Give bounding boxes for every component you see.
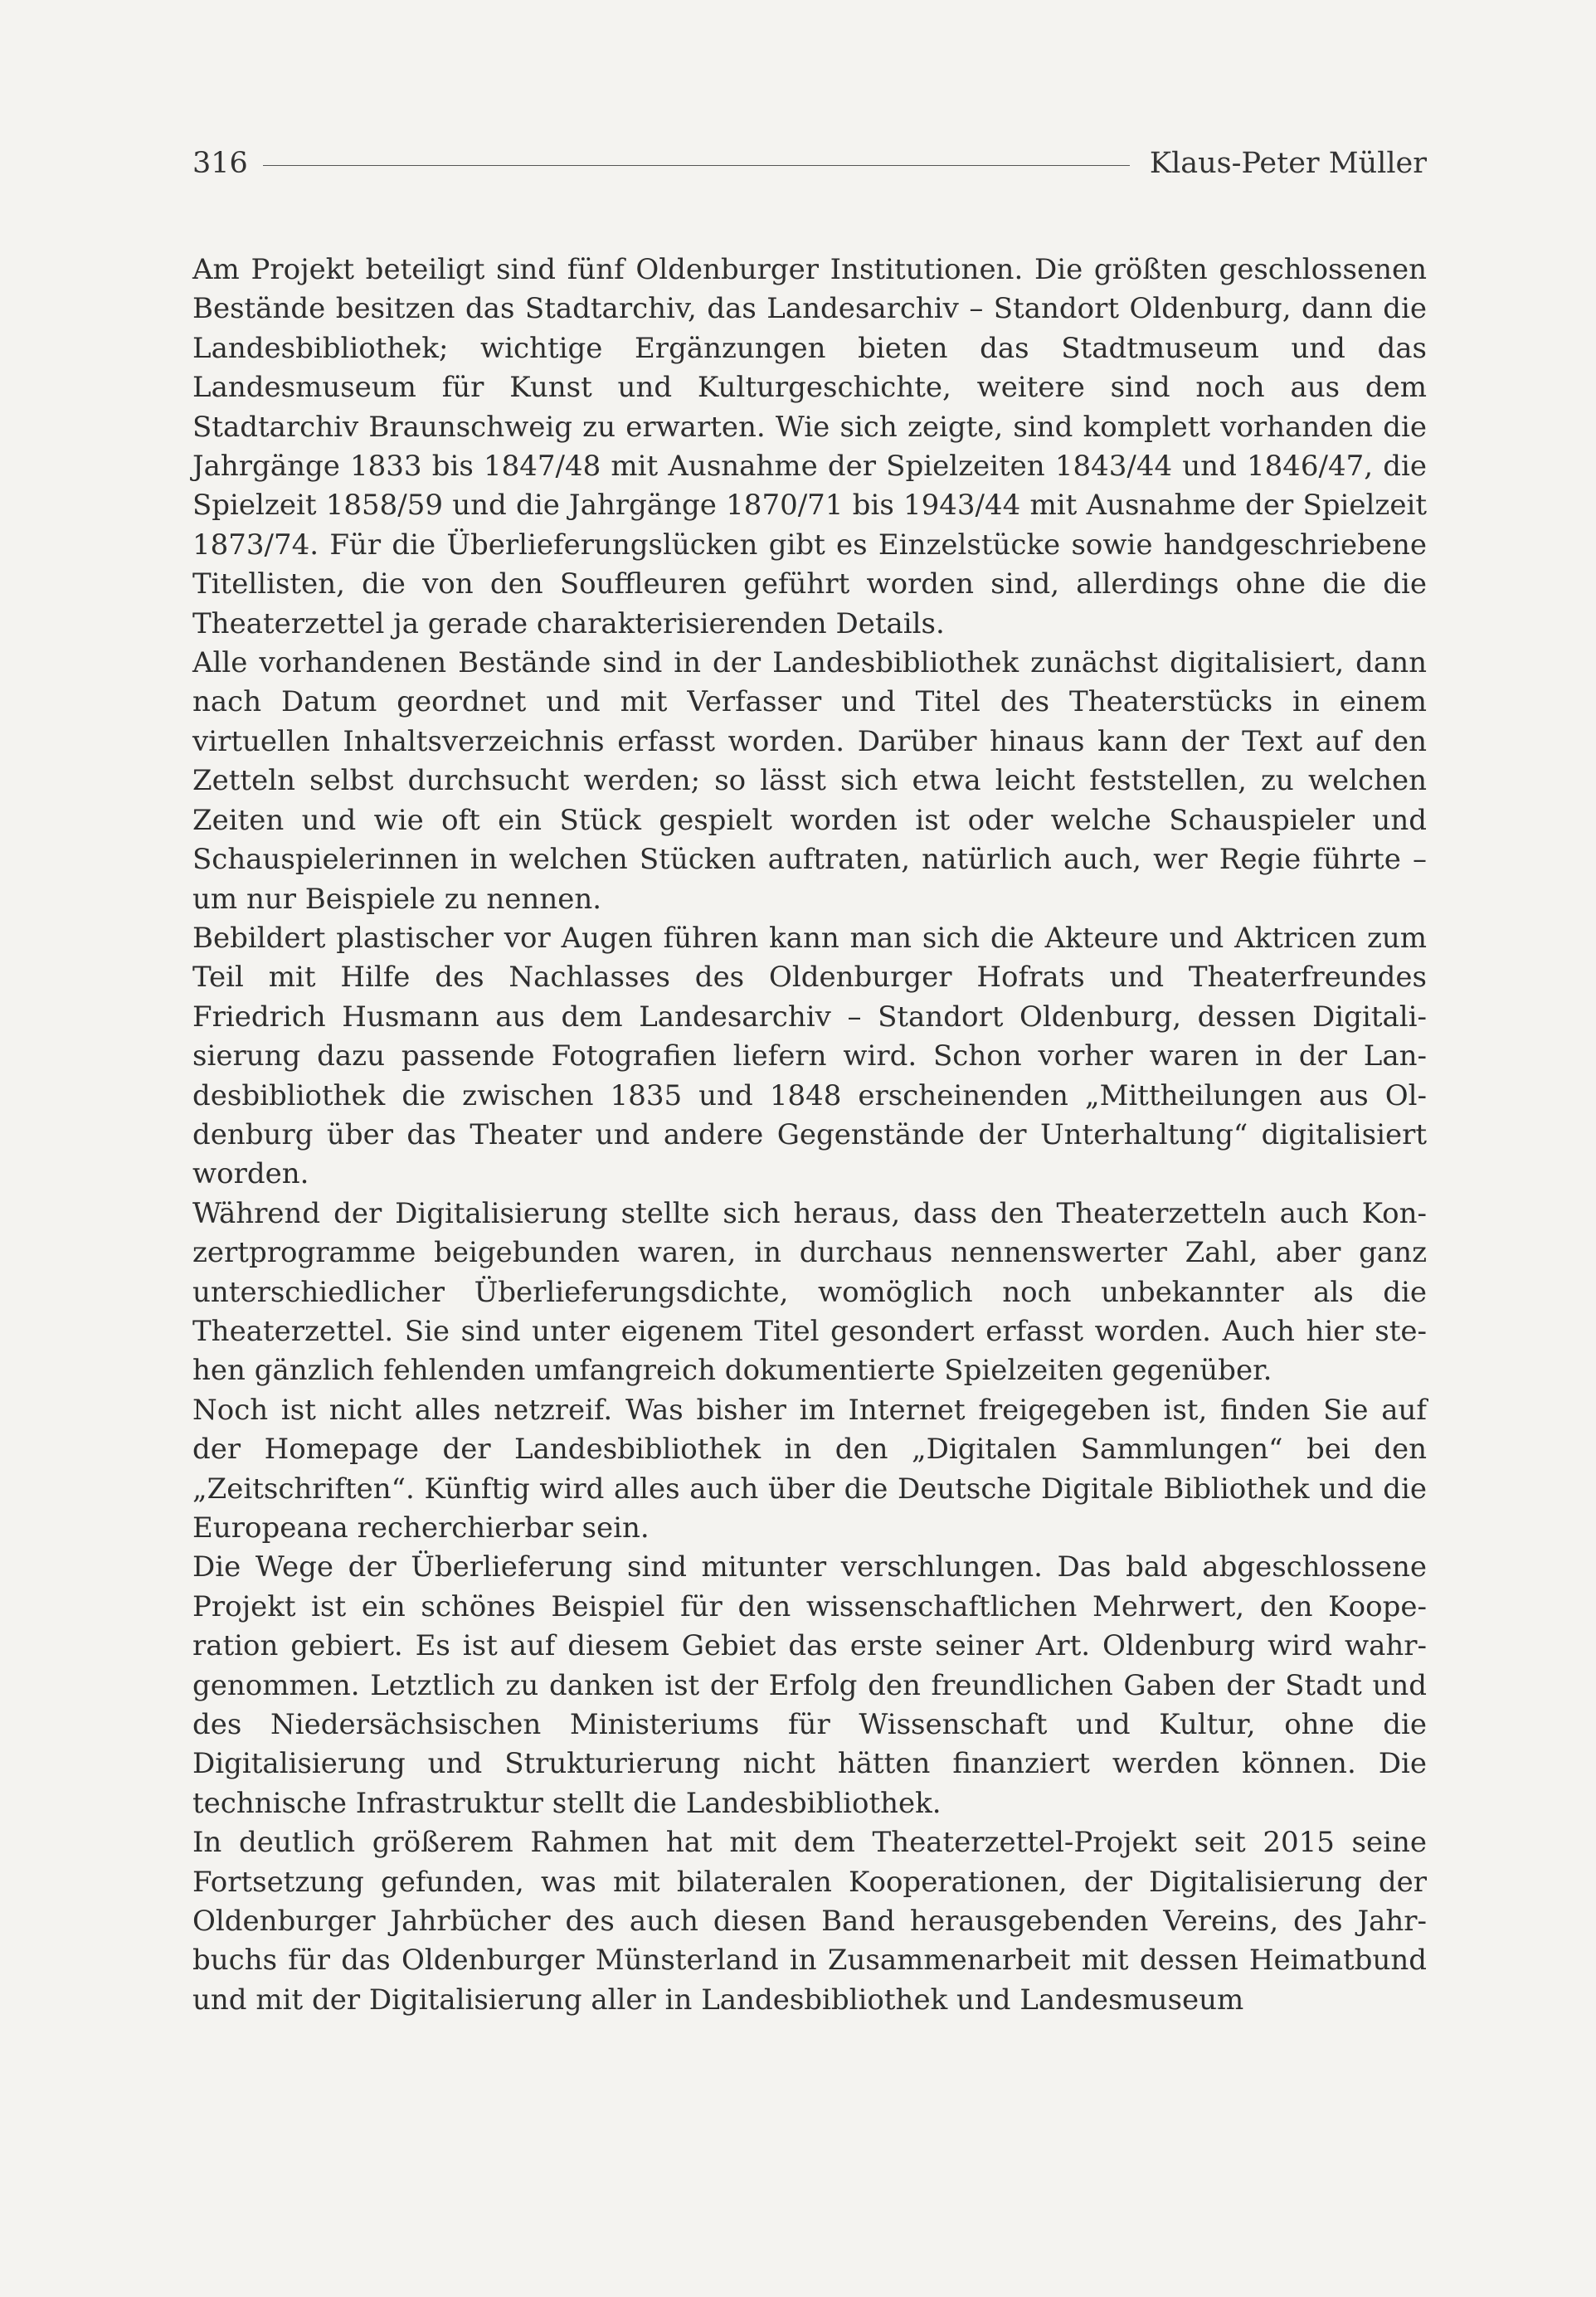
page-number: 316 bbox=[192, 147, 248, 180]
paragraph: Noch ist nicht alles netzreif. Was bisher im Internet freigegeben ist, finden Sie auf der Homepage der Landesbibliothek in den „Digitalen Sammlungen“ bei den „Zeitschriften“. Künftig wird alles auch über die Deutsche Digitale Bibliothek und die Europeana recherchierbar sein. bbox=[192, 1393, 1427, 1545]
paragraph: Während der Digitalisierung stellte sich heraus, dass den Theaterzetteln auch Konzertprogramme beigebunden waren, in durchaus nennenswerter Zahl, aber ganz unterschiedlicher Überlieferungsdichte, womöglich noch unbekannter als die Theaterzettel. Sie sind unter eigenem Titel gesondert erfasst worden. Auch hier stehen gänzlich fehlenden umfangreich dokumentierte Spielzeiten gegenüber. bbox=[192, 1196, 1427, 1388]
paragraph: Am Projekt beteiligt sind fünf Oldenburger Institutionen. Die größten geschlossenen Bestände besitzen das Stadtarchiv, das Landesarchiv – Standort Oldenburg, dann die Landesbibliothek; wichtige Ergänzungen bieten das Stadtmuseum und das Landesmuseum für Kunst und Kulturgeschichte, weitere sind noch aus dem Stadtarchiv Braunschweig zu erwarten. Wie sich zeigte, sind komplett vorhanden die Jahrgänge 1833 bis 1847/48 mit Ausnahme der Spielzeiten 1843/44 und 1846/47, die Spielzeit 1858/59 und die Jahrgänge 1870/71 bis 1943/44 mit Ausnahme der Spielzeit 1873/74. Für die Überlieferungslücken gibt es Einzelstücke sowie handgeschriebene Titellisten, die von den Souffleuren geführt worden sind, allerdings ohne die die Theaterzettel ja gerade charakterisierenden Details. bbox=[192, 253, 1427, 640]
paragraph: In deutlich größerem Rahmen hat mit dem Theaterzettel-Projekt seit 2015 seine Fortsetzung gefunden, was mit bilateralen Kooperationen, der Digitalisierung der Oldenburger Jahrbücher des auch diesen Band herausgebenden Vereins, des Jahrbuchs für das Oldenburger Münsterland in Zusammenarbeit mit dessen Heimatbund und mit der Digitalisierung aller in Landesbibliothek und Landesmuseum bbox=[192, 1826, 1427, 2017]
header-rule bbox=[263, 165, 1130, 166]
paragraph: Die Wege der Überlieferung sind mitunter verschlungen. Das bald abgeschlossene Projekt ist ein schönes Beispiel für den wissenschaftlichen Mehrwert, den Kooperation gebiert. Es ist auf diesem Gebiet das erste seiner Art. Oldenburg wird wahrgenommen. Letztlich zu danken ist der Erfolg den freundlichen Gaben der Stadt und des Niedersächsischen Ministeriums für Wissenschaft und Kultur, ohne die Digitalisierung und Strukturierung nicht hätten finanziert werden können. Die technische Infrastruktur stellt die Landesbibliothek. bbox=[192, 1550, 1427, 1820]
paragraph: Alle vorhandenen Bestände sind in der Landesbibliothek zunächst digitalisiert, dann nach Datum geordnet und mit Verfasser und Titel des Theaterstücks in einem virtuellen Inhaltsverzeichnis erfasst worden. Darüber hinaus kann der Text auf den Zetteln selbst durchsucht werden; so lässt sich etwa leicht feststellen, zu welchen Zeiten und wie oft ein Stück gespielt worden ist oder welche Schauspieler und Schauspielerinnen in welchen Stücken auftraten, natürlich auch, wer Regie führte – um nur Beispiele zu nennen. bbox=[192, 646, 1427, 916]
running-head-author: Klaus-Peter Müller bbox=[1149, 147, 1427, 180]
running-header bbox=[192, 143, 1427, 184]
paragraph: Bebildert plastischer vor Augen führen kann man sich die Akteure und Aktricen zum Teil mit Hilfe des Nachlasses des Oldenburger Hofrats und Theaterfreundes Friedrich Husmann aus dem Landesarchiv – Standort Oldenburg, dessen Digitalisierung dazu passende Fotografien liefern wird. Schon vorher waren in der Landesbibliothek die zwischen 1835 und 1848 erscheinenden „Mittheilungen aus Oldenburg über das Theater und andere Gegenstände der Unterhaltung“ digitalisiert worden. bbox=[192, 921, 1427, 1191]
page-body bbox=[192, 251, 1427, 2020]
